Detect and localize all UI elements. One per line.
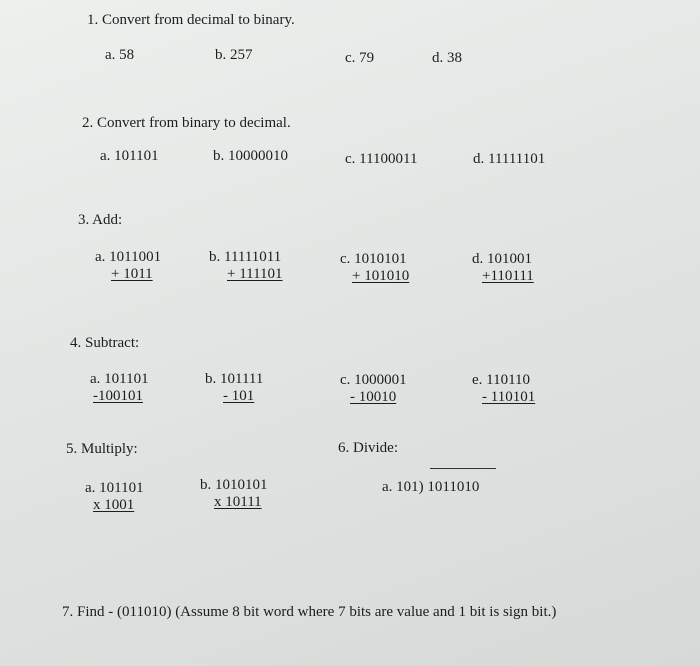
q1-heading: 1. Convert from decimal to binary. <box>87 12 295 28</box>
q3-item-d <box>472 251 534 285</box>
q1-item-d: d. 38 <box>432 50 462 66</box>
q4-item-c <box>340 372 407 406</box>
q3-heading: 3. Add: <box>78 212 123 228</box>
q4-c-minuend: c. 1000001 <box>340 372 407 388</box>
q3-item-a <box>95 249 161 283</box>
q1-item-b: b. 257 <box>215 47 253 63</box>
q5-heading: 5. Multiply: <box>66 441 138 457</box>
q2-item-a: a. 101101 <box>100 148 159 164</box>
q3-d-addend: +110111 <box>482 268 534 284</box>
q5-a-multiplicand: a. 101101 <box>85 480 144 496</box>
q3-a-addend: + 1011 <box>111 266 153 282</box>
q4-item-e <box>472 372 535 406</box>
q4-a-subtrahend: -100101 <box>93 388 143 404</box>
q1-item-a: a. 58 <box>105 47 135 63</box>
q3-a-operand: a. 1011001 <box>95 249 162 265</box>
q3-b-addend: + 111101 <box>227 266 283 282</box>
q3-item-b <box>209 249 283 283</box>
q5-item-b <box>200 477 268 511</box>
q4-a-minuend: a. 101101 <box>90 371 149 387</box>
q7-text: 7. Find - (011010) (Assume 8 bit word where 7 bits are value and 1 bit is sign bit.) <box>62 604 557 620</box>
q2-item-c: c. 11100011 <box>345 151 418 167</box>
q4-b-subtrahend: - 101 <box>223 388 255 404</box>
q2-item-b: b. 10000010 <box>213 148 288 164</box>
q2-item-d: d. 11111101 <box>473 151 546 167</box>
q4-heading: 4. Subtract: <box>70 335 140 351</box>
q5-b-multiplier: x 10111 <box>214 494 262 510</box>
q5-a-multiplier: x 1001 <box>93 497 135 513</box>
q3-c-addend: + 101010 <box>352 268 410 284</box>
q3-b-operand: b. 11111011 <box>209 249 282 265</box>
q6-heading: 6. Divide: <box>338 440 398 456</box>
q3-item-c <box>340 251 409 285</box>
division-bar <box>430 468 496 469</box>
q4-e-subtrahend: - 110101 <box>482 389 536 405</box>
q3-c-operand: c. 1010101 <box>340 251 407 267</box>
q4-b-minuend: b. 101111 <box>205 371 264 387</box>
q4-c-subtrahend: - 10010 <box>350 389 397 405</box>
q4-e-minuend: e. 110110 <box>472 372 531 388</box>
q3-d-operand: d. 101001 <box>472 251 532 267</box>
q5-item-a <box>85 480 144 514</box>
q1-item-c: c. 79 <box>345 50 375 66</box>
q5-b-multiplicand: b. 1010101 <box>200 477 268 493</box>
q2-heading: 2. Convert from binary to decimal. <box>82 115 291 131</box>
q4-item-a <box>90 371 149 405</box>
q4-item-b <box>205 371 263 405</box>
q6-item-a: a. 101) 1011010 <box>382 479 480 495</box>
